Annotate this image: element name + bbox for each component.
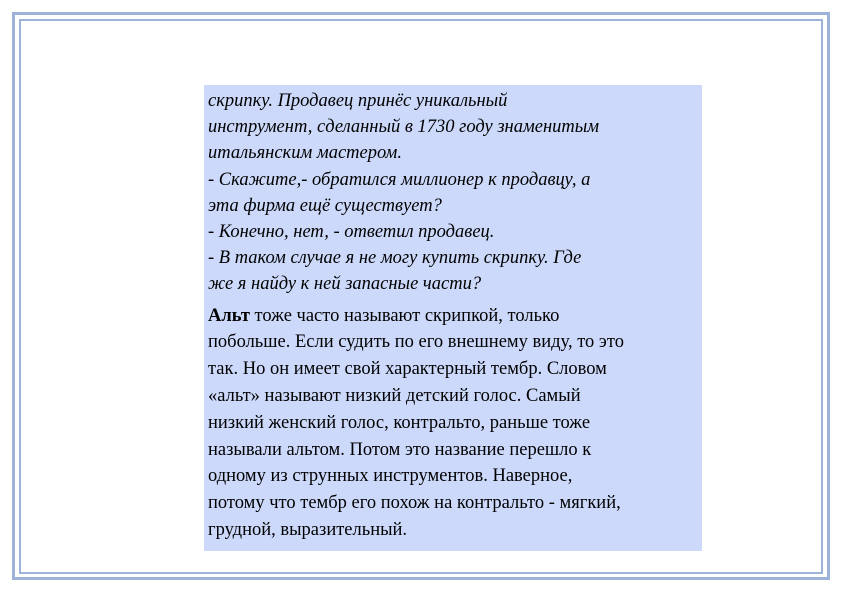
paragraph-line: грудной, выразительный. — [208, 520, 408, 540]
quote-line: - Конечно, нет, - ответил продавец. — [208, 222, 495, 243]
quote-line: скрипку. Продавец принёс уникальный — [208, 91, 508, 111]
quote-line: итальянским мастером. — [208, 143, 402, 164]
alto-paragraph — [208, 303, 698, 544]
italic-quote — [208, 88, 698, 298]
quote-line: - Скажите,- обратился миллионер к продавцу, а — [208, 169, 591, 190]
quote-line: инструмент, сделанный в 1730 году знаменитым — [208, 117, 600, 138]
text-block — [204, 85, 702, 551]
paragraph-line: «альт» называют низкий детский голос. Самый — [208, 386, 581, 407]
quote-line: эта фирма ещё существует? — [208, 195, 442, 216]
paragraph-line: потому что тембр его похож на контральто - мягкий, — [208, 493, 621, 514]
paragraph-line: одному из струнных инструментов. Наверное, — [208, 466, 573, 487]
paragraph-line: так. Но он имеет свой характерный тембр. Словом — [208, 359, 607, 380]
quote-line: же я найду к ней запасные части? — [208, 274, 482, 295]
bold-term: Альт — [208, 305, 250, 326]
paragraph-first-line — [208, 303, 698, 330]
paragraph-line: называли альтом. Потом это название перешло к — [208, 439, 592, 460]
paragraph-line: низкий женский голос, контральто, раньше тоже — [208, 412, 591, 433]
paragraph-line: побольше. Если судить по его внешнему виду, то это — [208, 332, 624, 353]
paragraph-first-line-rest: тоже часто называют скрипкой, только — [249, 305, 560, 326]
quote-line: - В таком случае я не могу купить скрипку. Где — [208, 248, 582, 269]
